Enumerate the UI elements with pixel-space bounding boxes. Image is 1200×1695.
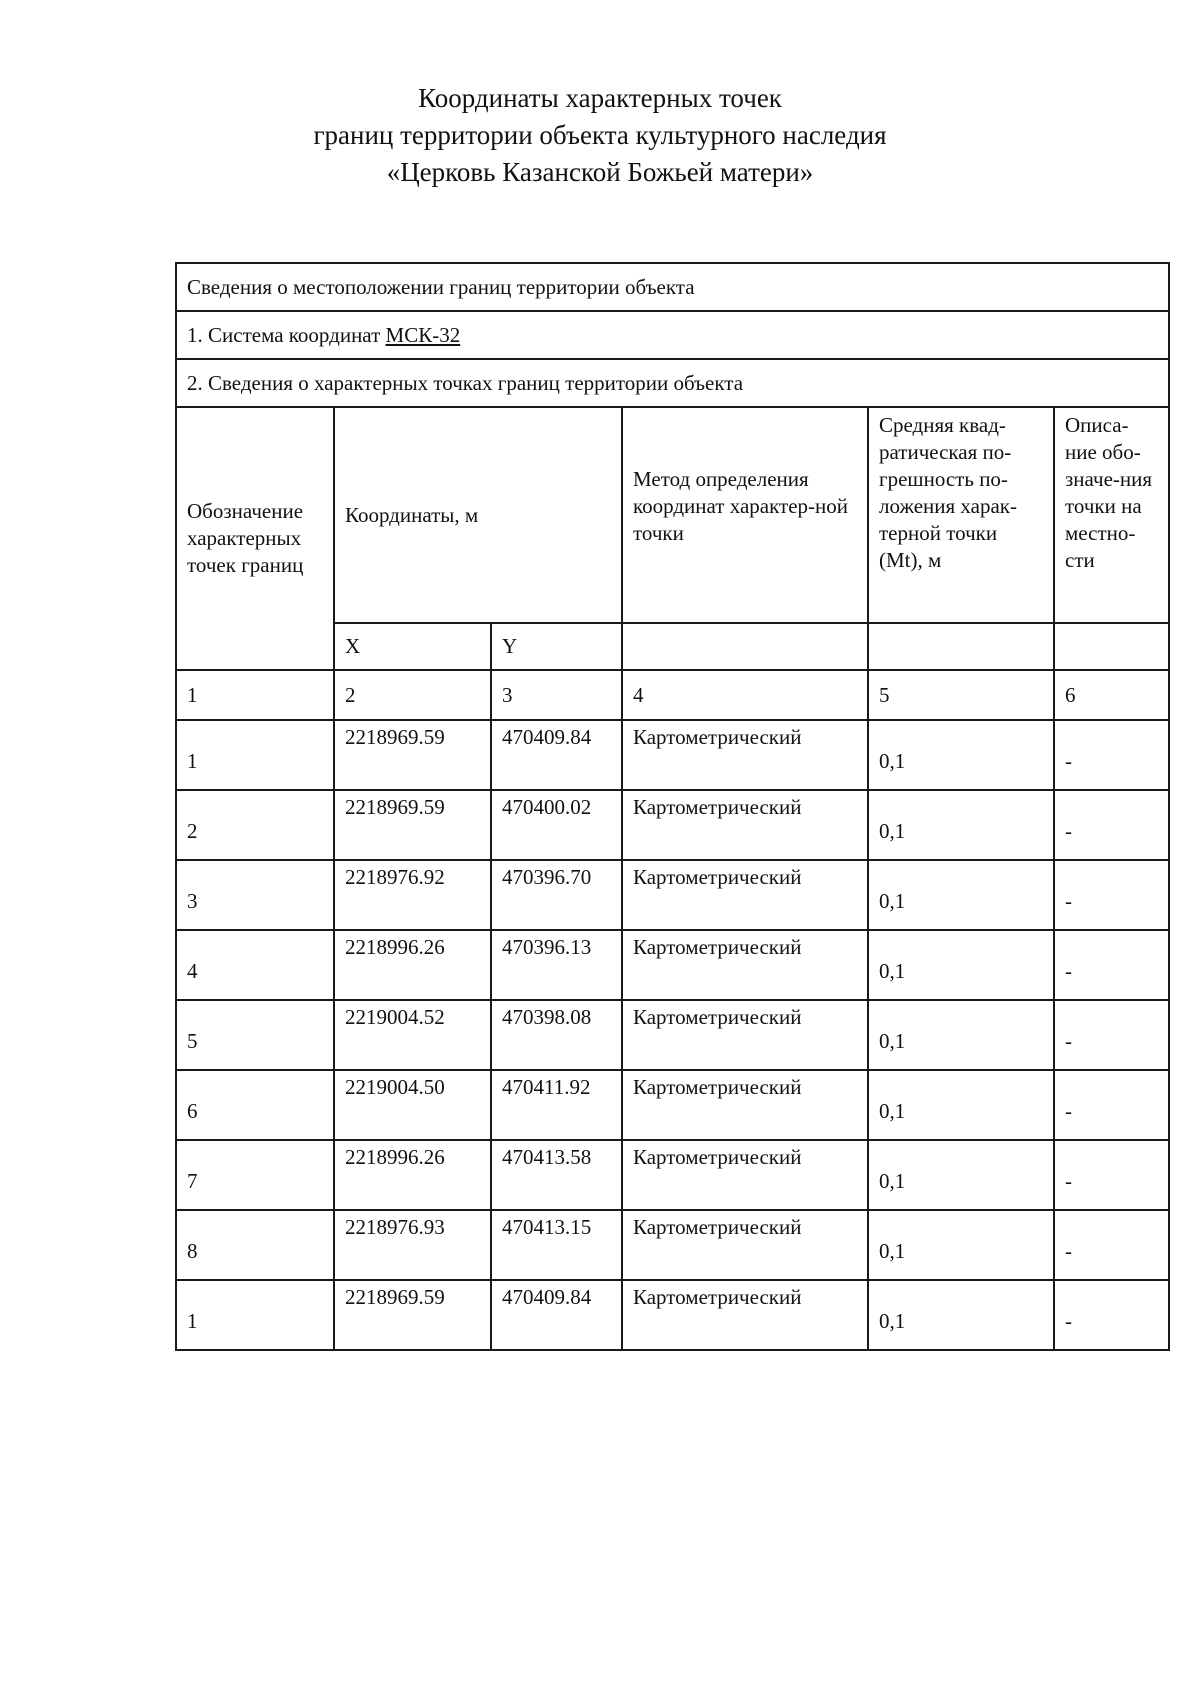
description-cell: - [1054, 860, 1169, 930]
column-header-accuracy: Средняя квад-ратическая по-грешность по-ложения харак-терной точки (Mt), м [868, 407, 1054, 623]
section-header-row [176, 263, 1169, 311]
method-cell: Картометрический [622, 860, 868, 930]
point-cell: 1 [176, 1280, 334, 1350]
x-cell: 2218969.59 [334, 790, 491, 860]
table-row [176, 1070, 1169, 1140]
point-cell: 1 [176, 720, 334, 790]
table-row [176, 1210, 1169, 1280]
column-header-point: Обозначение характерных точек границ [176, 407, 334, 670]
table-row [176, 720, 1169, 790]
coordinate-system-row [176, 311, 1169, 359]
table-row [176, 860, 1169, 930]
method-cell: Картометрический [622, 790, 868, 860]
column-header-method: Метод определения координат характер-ной точки [622, 407, 868, 623]
x-cell: 2218996.26 [334, 930, 491, 1000]
mt-cell: 0,1 [868, 1280, 1054, 1350]
y-cell: 470396.13 [491, 930, 622, 1000]
point-cell: 4 [176, 930, 334, 1000]
y-cell: 470398.08 [491, 1000, 622, 1070]
y-cell: 470400.02 [491, 790, 622, 860]
x-cell: 2218976.93 [334, 1210, 491, 1280]
point-cell: 5 [176, 1000, 334, 1070]
point-cell: 2 [176, 790, 334, 860]
coordinates-table [175, 262, 1170, 1351]
point-cell: 8 [176, 1210, 334, 1280]
description-cell: - [1054, 1280, 1169, 1350]
description-cell: - [1054, 1070, 1169, 1140]
x-cell: 2218969.59 [334, 720, 491, 790]
x-cell: 2219004.50 [334, 1070, 491, 1140]
column-number: 1 [176, 670, 334, 720]
coordinate-system-label: 1. Система координат [187, 322, 386, 347]
method-cell: Картометрический [622, 1280, 868, 1350]
point-cell: 6 [176, 1070, 334, 1140]
column-subheader-empty [868, 623, 1054, 670]
description-cell: - [1054, 930, 1169, 1000]
column-number: 6 [1054, 670, 1169, 720]
column-header-coordinates: Координаты, м [334, 407, 622, 623]
mt-cell: 0,1 [868, 1140, 1054, 1210]
y-cell: 470413.15 [491, 1210, 622, 1280]
points-header-row [176, 359, 1169, 407]
description-cell: - [1054, 720, 1169, 790]
description-cell: - [1054, 1140, 1169, 1210]
table-body [176, 263, 1169, 1350]
mt-cell: 0,1 [868, 1070, 1054, 1140]
method-cell: Картометрический [622, 1000, 868, 1070]
mt-cell: 0,1 [868, 1210, 1054, 1280]
point-cell: 3 [176, 860, 334, 930]
y-cell: 470409.84 [491, 1280, 622, 1350]
title-line-2: границ территории объекта культурного наследия [313, 120, 887, 150]
mt-cell: 0,1 [868, 720, 1054, 790]
method-cell: Картометрический [622, 1070, 868, 1140]
column-header-x: X [334, 623, 491, 670]
title-line-1: Координаты характерных точек [418, 83, 782, 113]
y-cell: 470411.92 [491, 1070, 622, 1140]
method-cell: Картометрический [622, 720, 868, 790]
column-header-description: Описа-ние обо-значе-ния точки на местно-сти [1054, 407, 1169, 623]
column-number-row [176, 670, 1169, 720]
method-cell: Картометрический [622, 1140, 868, 1210]
y-cell: 470396.70 [491, 860, 622, 930]
table-row [176, 1280, 1169, 1350]
column-header-y: Y [491, 623, 622, 670]
method-cell: Картометрический [622, 1210, 868, 1280]
column-number: 2 [334, 670, 491, 720]
x-cell: 2218969.59 [334, 1280, 491, 1350]
mt-cell: 0,1 [868, 1000, 1054, 1070]
mt-cell: 0,1 [868, 790, 1054, 860]
document-title [0, 80, 1200, 191]
x-cell: 2218996.26 [334, 1140, 491, 1210]
point-cell: 7 [176, 1140, 334, 1210]
coordinate-system-value: МСК-32 [385, 322, 461, 347]
description-cell: - [1054, 1000, 1169, 1070]
mt-cell: 0,1 [868, 860, 1054, 930]
column-number: 5 [868, 670, 1054, 720]
column-number: 3 [491, 670, 622, 720]
y-cell: 470413.58 [491, 1140, 622, 1210]
x-cell: 2218976.92 [334, 860, 491, 930]
description-cell: - [1054, 1210, 1169, 1280]
column-header-row [176, 407, 1169, 623]
column-subheader-empty [1054, 623, 1169, 670]
table-row [176, 1140, 1169, 1210]
mt-cell: 0,1 [868, 930, 1054, 1000]
column-number: 4 [622, 670, 868, 720]
description-cell: - [1054, 790, 1169, 860]
title-line-3: «Церковь Казанской Божьей матери» [386, 157, 814, 187]
points-header: 2. Сведения о характерных точках границ территории объекта [176, 359, 1169, 407]
column-subheader-empty [622, 623, 868, 670]
coordinate-system-cell [176, 311, 1169, 359]
y-cell: 470409.84 [491, 720, 622, 790]
table-row [176, 930, 1169, 1000]
section-header: Сведения о местоположении границ территории объекта [176, 263, 1169, 311]
method-cell: Картометрический [622, 930, 868, 1000]
table-row [176, 1000, 1169, 1070]
x-cell: 2219004.52 [334, 1000, 491, 1070]
table-row [176, 790, 1169, 860]
